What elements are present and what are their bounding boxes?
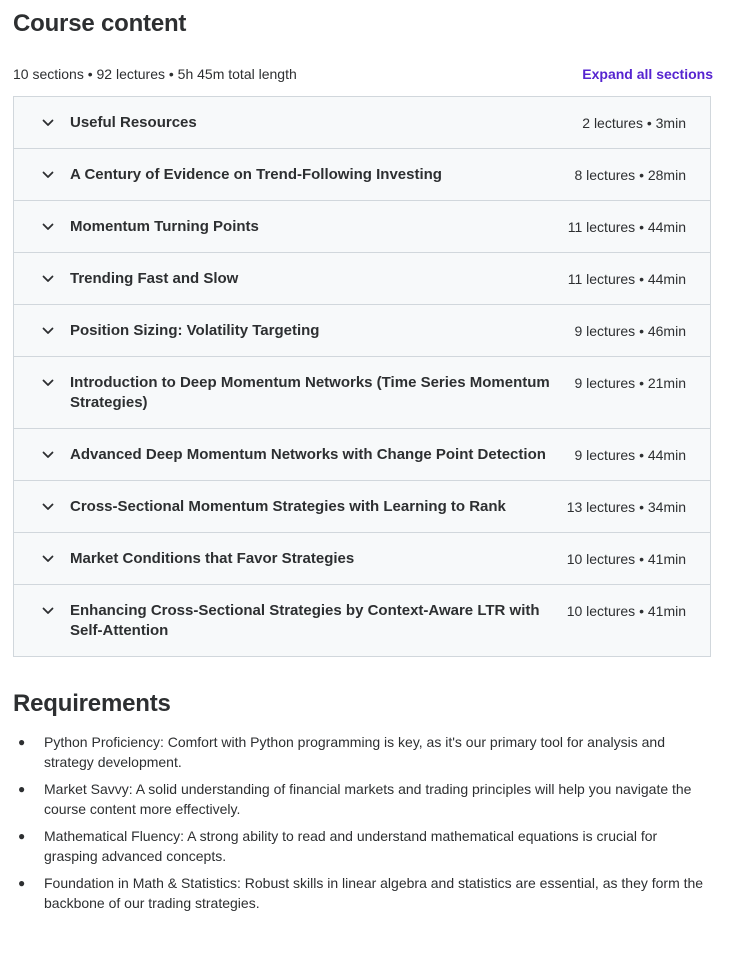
section-title: Trending Fast and Slow xyxy=(70,270,239,287)
section-title: Position Sizing: Volatility Targeting xyxy=(70,322,320,339)
requirement-text: Market Savvy: A solid understanding of financial markets and trading principles will help you navigate the course content more effectively. xyxy=(44,781,692,817)
section-panel[interactable] xyxy=(14,201,710,253)
section-title: Momentum Turning Points xyxy=(70,218,259,235)
section-lecture-info: 8 lectures • 28min xyxy=(574,167,686,183)
requirements-title: Requirements xyxy=(13,690,171,717)
chevron-down-icon xyxy=(40,165,56,185)
course-content-meta-row xyxy=(13,64,713,84)
section-panel[interactable] xyxy=(14,429,710,481)
requirement-item xyxy=(13,733,713,772)
section-lecture-info: 11 lectures • 44min xyxy=(567,219,686,235)
bullet-icon: ● xyxy=(18,876,26,890)
section-lecture-info: 9 lectures • 21min xyxy=(574,375,686,391)
section-panel[interactable] xyxy=(14,305,710,357)
chevron-down-icon xyxy=(40,549,56,569)
bullet-icon: ● xyxy=(18,829,26,843)
chevron-down-icon xyxy=(40,373,56,393)
section-panel[interactable] xyxy=(14,253,710,305)
section-lecture-info: 11 lectures • 44min xyxy=(567,271,686,287)
sections-accordion xyxy=(13,96,711,657)
requirement-text: Mathematical Fluency: A strong ability to read and understand mathematical equations is crucial for grasping advanced concepts. xyxy=(44,828,658,864)
section-panel[interactable] xyxy=(14,357,710,429)
requirement-item xyxy=(13,780,713,819)
chevron-down-icon xyxy=(40,497,56,517)
section-panel[interactable] xyxy=(14,481,710,533)
section-lecture-info: 9 lectures • 44min xyxy=(574,447,686,463)
requirement-text: Python Proficiency: Comfort with Python programming is key, as it's our primary tool for analysis and strategy development. xyxy=(44,734,665,770)
chevron-down-icon xyxy=(40,217,56,237)
expand-all-sections-button[interactable]: Expand all sections xyxy=(582,66,713,82)
section-title: Advanced Deep Momentum Networks with Change Point Detection xyxy=(70,446,546,463)
section-lecture-info: 13 lectures • 34min xyxy=(566,499,686,515)
chevron-down-icon xyxy=(40,269,56,289)
section-title: Useful Resources xyxy=(70,114,197,131)
bullet-icon: ● xyxy=(18,782,26,796)
requirements-list xyxy=(13,733,713,913)
section-lecture-info: 9 lectures • 46min xyxy=(574,323,686,339)
section-panel[interactable] xyxy=(14,97,710,149)
section-panel[interactable] xyxy=(14,533,710,585)
section-panel[interactable] xyxy=(14,149,710,201)
section-lecture-info: 2 lectures • 3min xyxy=(582,115,686,131)
section-title: A Century of Evidence on Trend-Following Investing xyxy=(70,166,442,183)
requirement-item xyxy=(13,827,713,866)
chevron-down-icon xyxy=(40,321,56,341)
chevron-down-icon xyxy=(40,445,56,465)
course-summary: 10 sections • 92 lectures • 5h 45m total length xyxy=(13,66,297,82)
chevron-down-icon xyxy=(40,113,56,133)
section-title: Market Conditions that Favor Strategies xyxy=(70,550,355,567)
course-content-title: Course content xyxy=(13,10,187,37)
section-title: Cross-Sectional Momentum Strategies with Learning to Rank xyxy=(70,498,506,515)
bullet-icon: ● xyxy=(18,735,26,749)
section-lecture-info: 10 lectures • 41min xyxy=(566,551,686,567)
requirement-text: Foundation in Math & Statistics: Robust skills in linear algebra and statistics are essential, as they form the backbone of our trading strategies. xyxy=(44,875,704,911)
requirement-item xyxy=(13,874,713,913)
section-lecture-info: 10 lectures • 41min xyxy=(566,603,686,619)
section-panel[interactable] xyxy=(14,585,710,656)
section-title: Enhancing Cross-Sectional Strategies by Context-Aware LTR with Self-Attention xyxy=(70,602,540,639)
chevron-down-icon xyxy=(40,601,56,621)
section-title: Introduction to Deep Momentum Networks (Time Series Momentum Strategies) xyxy=(70,374,550,411)
